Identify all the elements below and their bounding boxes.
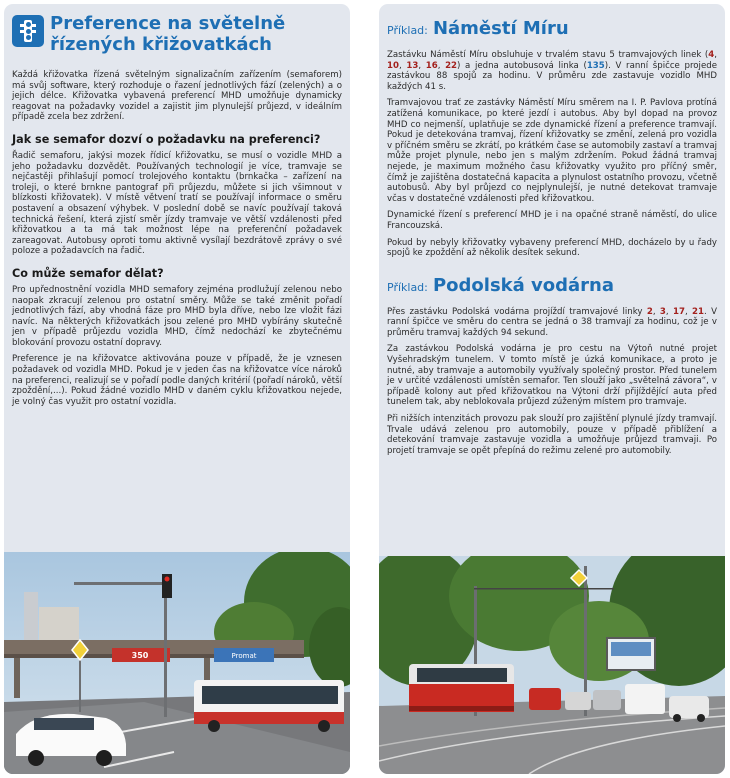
right-column bbox=[379, 4, 725, 774]
example-prefix: Příklad: bbox=[387, 280, 428, 294]
example-heading-podolska-vodarna bbox=[387, 275, 717, 299]
section-heading-actions: Co může semafor dělat? bbox=[12, 266, 164, 280]
namesti-miru-paragraph-1: Zastávku Náměstí Míru obsluhuje v trvalém stavu 5 tramvajových linek (4, 10, 13, 16, 22) a jedna autobusová linka (135). V ranní špičce projede zastávkou 88 spojů za hodinu. V průměru zde zastavuje vozidlo MHD každých 41 s. bbox=[387, 50, 717, 92]
tram-line-badge: 13 bbox=[406, 60, 419, 71]
example-name: Podolská vodárna bbox=[432, 274, 615, 296]
example-prefix: Příklad: bbox=[387, 24, 428, 37]
tram-line-badge: 17 bbox=[672, 306, 685, 317]
namesti-miru-paragraph-4: Pokud by nebyly křižovatky vybaveny preferencí MHD, docházelo by u řady spojů ke zpoždění až několik desítek sekund. bbox=[387, 237, 717, 259]
request-paragraph: Řadič semaforu, jakýsi mozek řídicí křižovatku, se musí o vozidle MHD a jeho požadavku dozvědět. Používaných technologií je více, tramvaje se nejčastěji přihlašují pomocí trolejového kontaktu (brnkačka – zařízení na troleji, o které brnkne pantograf při průjezdu, můžete si jich všimnout v blízkosti křižovatek). V místě větvení tratí se používají informace o směru postavení a obsazení výhybek. V poslední době se navíc používají taková technická řešení, která zjistí směr jízdy tramvaje ve větší vzdálenosti před křižovatkou a ta má tak možnost lépe na preferenční požadavek zareagovat. Autobusy oproti tomu aktivně vysílají bezdrátově zprávy o své poloze a požadavcích na řadič. bbox=[12, 150, 342, 257]
actions-paragraph-2: Preference je na křižovatce aktivována pouze v případě, že je vznesen požadavek od vozidla MHD. Pokud je v jeden čas na křižovatce více nároků na preferenci, realizují se v pořadí podle daných kritérií (pořadí nároků, větší zpoždění,...). Pokud žádné vozidlo MHD v daném cyklu křižovatkou nejede, je volný čas využit pro ostatní vozidla. bbox=[12, 354, 342, 407]
example-heading-namesti-miru bbox=[387, 18, 717, 42]
actions-paragraph-1: Pro upřednostnění vozidla MHD semafory zejména prodlužují zelenou nebo naopak zkracují zelenou pro ostatní směry. Může se také změnit pořadí jednotlivých fází, aby vhodná fáze pro MHD byla dříve, nebo lze vložit fázi navíc. Na některých křižovatkách jsou zelené pro MHD vybírány skutečně jen v případě průjezdu vozidla MHD, čímž nedochází ke zbytečnému blokování provozu ostatní dopravy. bbox=[12, 284, 342, 348]
tram-line-badge: 2 bbox=[646, 306, 653, 317]
bus-line-badge: 135 bbox=[586, 60, 605, 71]
tram-line-badge: 21 bbox=[692, 306, 705, 317]
left-text bbox=[12, 70, 342, 413]
tram-line-badge: 22 bbox=[445, 60, 458, 71]
podolska-paragraph-2: Za zastávkou Podolská vodárna je pro cestu na Výtoň nutné projet Vyšehradským tunelem. V tomto místě je úzká komunikace, a proto je nutné, aby tramvaje a automobily využívaly společný prostor. Před tunelem je v určité vzdálenosti umístěn semafor. Ten slouží jako „světelná závora“, v případě kolony aut před křižovatkou na Výtoni drží přijíždějící auta před tunelem tak, aby neblokovala průjezd zúženým místem pro tramvaje. bbox=[387, 344, 717, 408]
right-text bbox=[387, 18, 717, 462]
intro-paragraph: Každá křižovatka řízená světelným signalizačním zařízením (semaforem) má svůj software, který rozhoduje o řazení jednotlivých fází (zelených) a o jejich délce. Křižovatka vybavená preferencí MHD umožňuje dynamicky reagovat na požadavky vozidel a zajistit jim plynulejší průjezd, v ideálním případě zcela bez zdržení. bbox=[12, 70, 342, 123]
tram-line-badge: 4 bbox=[708, 50, 715, 60]
section-heading-request: Jak se semafor dozví o požadavku na preferenci? bbox=[12, 132, 321, 146]
photo-sign-label: Promat bbox=[231, 652, 257, 660]
photo-tram-tunnel bbox=[379, 556, 725, 774]
namesti-miru-paragraph-3: Dynamické řízení s preferencí MHD je i na opačné straně náměstí, do ulice Francouzská. bbox=[387, 210, 717, 231]
photo-billboard-label: 350 bbox=[131, 651, 149, 660]
left-column bbox=[4, 4, 350, 774]
page-title: Preference na světelně řízených křižovatkách bbox=[50, 13, 286, 55]
traffic-light-icon bbox=[12, 15, 44, 47]
namesti-miru-paragraph-2: Tramvajovou trať ze zastávky Náměstí Míru směrem na I. P. Pavlova protíná zatížená komunikace, po které jezdí i autobus. Aby byl dopad na provoz MHD co nejmenší, uplatňuje se zde dynamické řízení a preference tramvají. Pokud je detekována tramvaj, řízení křižovatky se změní, zelená pro vozidla v příčném směru se zkrátí, po krátkém čase se automobily zastaví a tramvaj může projet plynule, nebo jen s malým zdržením. Pokud žádná tramvaj nejede, je maximum možného času křižovatky využito pro příčný směr, čímž je zajištěna dostatečná kapacita a plynulost ostatního provozu, včetně autobusů. Aby byl průjezd co nejplynulejší, je nutné detekovat tramvaje včas v dostatečné vzdálenosti před křižovatkou. bbox=[387, 98, 717, 204]
podolska-paragraph-1: Přes zastávku Podolská vodárna projíždí tramvajové linky 2, 3, 17, 21. V ranní špičce ve směru do centra se jedná o 38 tramvají za hodinu, což je v průměru tramvaj každých 94 sekund. bbox=[387, 306, 717, 338]
tram-line-badge: 16 bbox=[425, 60, 438, 71]
tram-line-badge: 10 bbox=[387, 60, 399, 71]
example-name: Náměstí Míru bbox=[432, 18, 569, 39]
photo-intersection-bus bbox=[4, 552, 350, 774]
podolska-paragraph-3: Při nižších intenzitách provozu pak slouží pro zajištění plynulé jízdy tramvají. Trvale udává zelenou pro automobily, pouze v případě přiblížení a detekování tramvaje zastavuje vozidla a umožňuje průjezd tramvaji. Po projetí tramvaje se opět přepíná do režimu zelené pro automobily. bbox=[387, 414, 717, 456]
tram-line-badge: 3 bbox=[659, 306, 666, 317]
